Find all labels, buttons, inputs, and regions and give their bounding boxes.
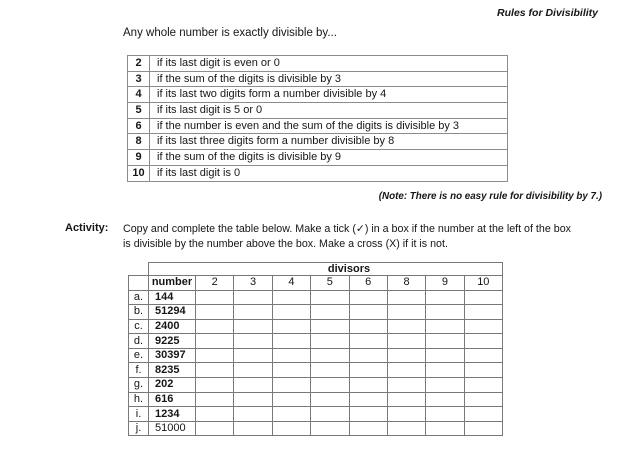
answer-cell	[349, 378, 387, 393]
row-letter-cell: a.	[129, 290, 149, 305]
answer-cell	[426, 421, 464, 436]
answer-cell	[196, 363, 234, 378]
divisor-column-header: 8	[387, 276, 425, 291]
answer-cell	[426, 407, 464, 422]
row-number-cell: 51000	[149, 421, 196, 436]
rule-row	[128, 165, 508, 181]
answer-cell	[426, 392, 464, 407]
divisor-column-header: 5	[311, 276, 349, 291]
answer-cell	[349, 334, 387, 349]
answer-cell	[272, 305, 310, 320]
answer-cell	[234, 378, 272, 393]
answer-cell	[464, 392, 502, 407]
divisor-column-header: 2	[196, 276, 234, 291]
rule-text: if its last digit is even or 0	[150, 56, 508, 72]
divisors-group-header: divisors	[149, 263, 503, 276]
divisor-column-header: 6	[349, 276, 387, 291]
answer-cell	[196, 319, 234, 334]
answer-cell	[196, 334, 234, 349]
row-letter-cell: j.	[129, 421, 149, 436]
rule-row	[128, 71, 508, 87]
activity-line-2: is divisible by the number above the box. Make a cross (X) if it is not.	[123, 238, 448, 250]
answer-cell	[272, 334, 310, 349]
answer-cell	[234, 334, 272, 349]
divisors-group-row	[129, 263, 503, 276]
rule-divisor: 6	[128, 118, 150, 134]
answer-cell	[311, 319, 349, 334]
rule-text: if its last two digits form a number divisible by 4	[150, 87, 508, 103]
answer-cell	[349, 319, 387, 334]
answer-cell	[464, 305, 502, 320]
answer-cell	[426, 348, 464, 363]
row-number-cell: 202	[149, 378, 196, 393]
answer-cell	[234, 421, 272, 436]
answer-cell	[387, 421, 425, 436]
corner-cell	[129, 263, 149, 276]
row-letter-cell: c.	[129, 319, 149, 334]
rule-text: if its last digit is 0	[150, 165, 508, 181]
worksheet-row	[129, 421, 503, 436]
answer-cell	[196, 407, 234, 422]
answer-cell	[387, 363, 425, 378]
answer-cell	[464, 407, 502, 422]
answer-cell	[349, 290, 387, 305]
answer-cell	[387, 319, 425, 334]
answer-cell	[311, 290, 349, 305]
answer-cell	[387, 348, 425, 363]
worksheet-row	[129, 348, 503, 363]
rule-row	[128, 103, 508, 119]
worksheet-row	[129, 290, 503, 305]
answer-cell	[426, 290, 464, 305]
row-letter-cell: d.	[129, 334, 149, 349]
row-number-cell: 30397	[149, 348, 196, 363]
answer-cell	[349, 421, 387, 436]
row-letter-cell: b.	[129, 305, 149, 320]
rule-row	[128, 56, 508, 72]
answer-cell	[234, 319, 272, 334]
answer-cell	[272, 363, 310, 378]
row-letter-cell: f.	[129, 363, 149, 378]
worksheet-table	[128, 262, 503, 436]
worksheet-row	[129, 319, 503, 334]
row-number-cell: 616	[149, 392, 196, 407]
answer-cell	[311, 407, 349, 422]
rule-text: if the sum of the digits is divisible by 3	[150, 71, 508, 87]
number-column-header: number	[149, 276, 196, 291]
answer-cell	[196, 421, 234, 436]
answer-cell	[234, 392, 272, 407]
row-number-cell: 9225	[149, 334, 196, 349]
activity-instructions	[123, 222, 571, 252]
answer-cell	[464, 363, 502, 378]
divisor-column-header: 3	[234, 276, 272, 291]
answer-cell	[272, 392, 310, 407]
answer-cell	[349, 363, 387, 378]
rule-divisor: 5	[128, 103, 150, 119]
rule-text: if its last three digits form a number divisible by 8	[150, 134, 508, 150]
rule-text: if its last digit is 5 or 0	[150, 103, 508, 119]
answer-cell	[234, 290, 272, 305]
answer-cell	[349, 305, 387, 320]
answer-cell	[272, 378, 310, 393]
answer-cell	[387, 392, 425, 407]
worksheet-row	[129, 334, 503, 349]
rule-row	[128, 118, 508, 134]
worksheet-row	[129, 305, 503, 320]
activity-label: Activity:	[65, 222, 109, 234]
answer-cell	[196, 305, 234, 320]
answer-cell	[234, 305, 272, 320]
intro-heading: Any whole number is exactly divisible by...	[123, 27, 337, 39]
answer-cell	[196, 378, 234, 393]
answer-cell	[464, 290, 502, 305]
row-letter-cell: h.	[129, 392, 149, 407]
answer-cell	[426, 319, 464, 334]
answer-cell	[349, 348, 387, 363]
answer-cell	[426, 378, 464, 393]
row-number-cell: 2400	[149, 319, 196, 334]
divisor-column-header: 9	[426, 276, 464, 291]
worksheet-row	[129, 407, 503, 422]
row-letter-cell: i.	[129, 407, 149, 422]
rule-divisor: 10	[128, 165, 150, 181]
answer-cell	[272, 421, 310, 436]
rule-divisor: 8	[128, 134, 150, 150]
answer-cell	[349, 407, 387, 422]
answer-cell	[234, 363, 272, 378]
worksheet-row	[129, 392, 503, 407]
row-number-cell: 51294	[149, 305, 196, 320]
answer-cell	[464, 319, 502, 334]
answer-cell	[311, 421, 349, 436]
answer-cell	[311, 392, 349, 407]
letter-header-cell	[129, 276, 149, 291]
row-letter-cell: e.	[129, 348, 149, 363]
worksheet-row	[129, 363, 503, 378]
answer-cell	[272, 348, 310, 363]
answer-cell	[464, 334, 502, 349]
rules-table	[127, 55, 508, 182]
rule-row	[128, 134, 508, 150]
answer-cell	[387, 378, 425, 393]
rule-row	[128, 150, 508, 166]
answer-cell	[464, 421, 502, 436]
answer-cell	[349, 392, 387, 407]
worksheet-row	[129, 378, 503, 393]
divisor-column-header: 4	[272, 276, 310, 291]
answer-cell	[311, 348, 349, 363]
answer-cell	[196, 348, 234, 363]
rule-row	[128, 87, 508, 103]
answer-cell	[234, 407, 272, 422]
answer-cell	[426, 363, 464, 378]
rule-divisor: 3	[128, 71, 150, 87]
answer-cell	[464, 378, 502, 393]
answer-cell	[426, 334, 464, 349]
answer-cell	[387, 334, 425, 349]
answer-cell	[311, 334, 349, 349]
answer-cell	[196, 392, 234, 407]
answer-cell	[387, 305, 425, 320]
answer-cell	[387, 407, 425, 422]
rule-divisor: 9	[128, 150, 150, 166]
row-letter-cell: g.	[129, 378, 149, 393]
activity-line-1: Copy and complete the table below. Make a tick (✓) in a box if the number at the left of the box	[123, 223, 571, 235]
answer-cell	[387, 290, 425, 305]
row-number-cell: 8235	[149, 363, 196, 378]
answer-cell	[234, 348, 272, 363]
answer-cell	[272, 319, 310, 334]
answer-cell	[196, 290, 234, 305]
row-number-cell: 1234	[149, 407, 196, 422]
answer-cell	[272, 407, 310, 422]
answer-cell	[464, 348, 502, 363]
answer-cell	[426, 305, 464, 320]
rule-divisor: 2	[128, 56, 150, 72]
note-text: (Note: There is no easy rule for divisibility by 7.)	[378, 191, 602, 202]
answer-cell	[272, 290, 310, 305]
divisor-column-header: 10	[464, 276, 502, 291]
answer-cell	[311, 378, 349, 393]
rule-text: if the number is even and the sum of the digits is divisible by 3	[150, 118, 508, 134]
worksheet-header-row	[129, 276, 503, 291]
answer-cell	[311, 363, 349, 378]
rule-text: if the sum of the digits is divisible by 9	[150, 150, 508, 166]
answer-cell	[311, 305, 349, 320]
rule-divisor: 4	[128, 87, 150, 103]
page-title: Rules for Divisibility	[497, 7, 598, 19]
row-number-cell: 144	[149, 290, 196, 305]
